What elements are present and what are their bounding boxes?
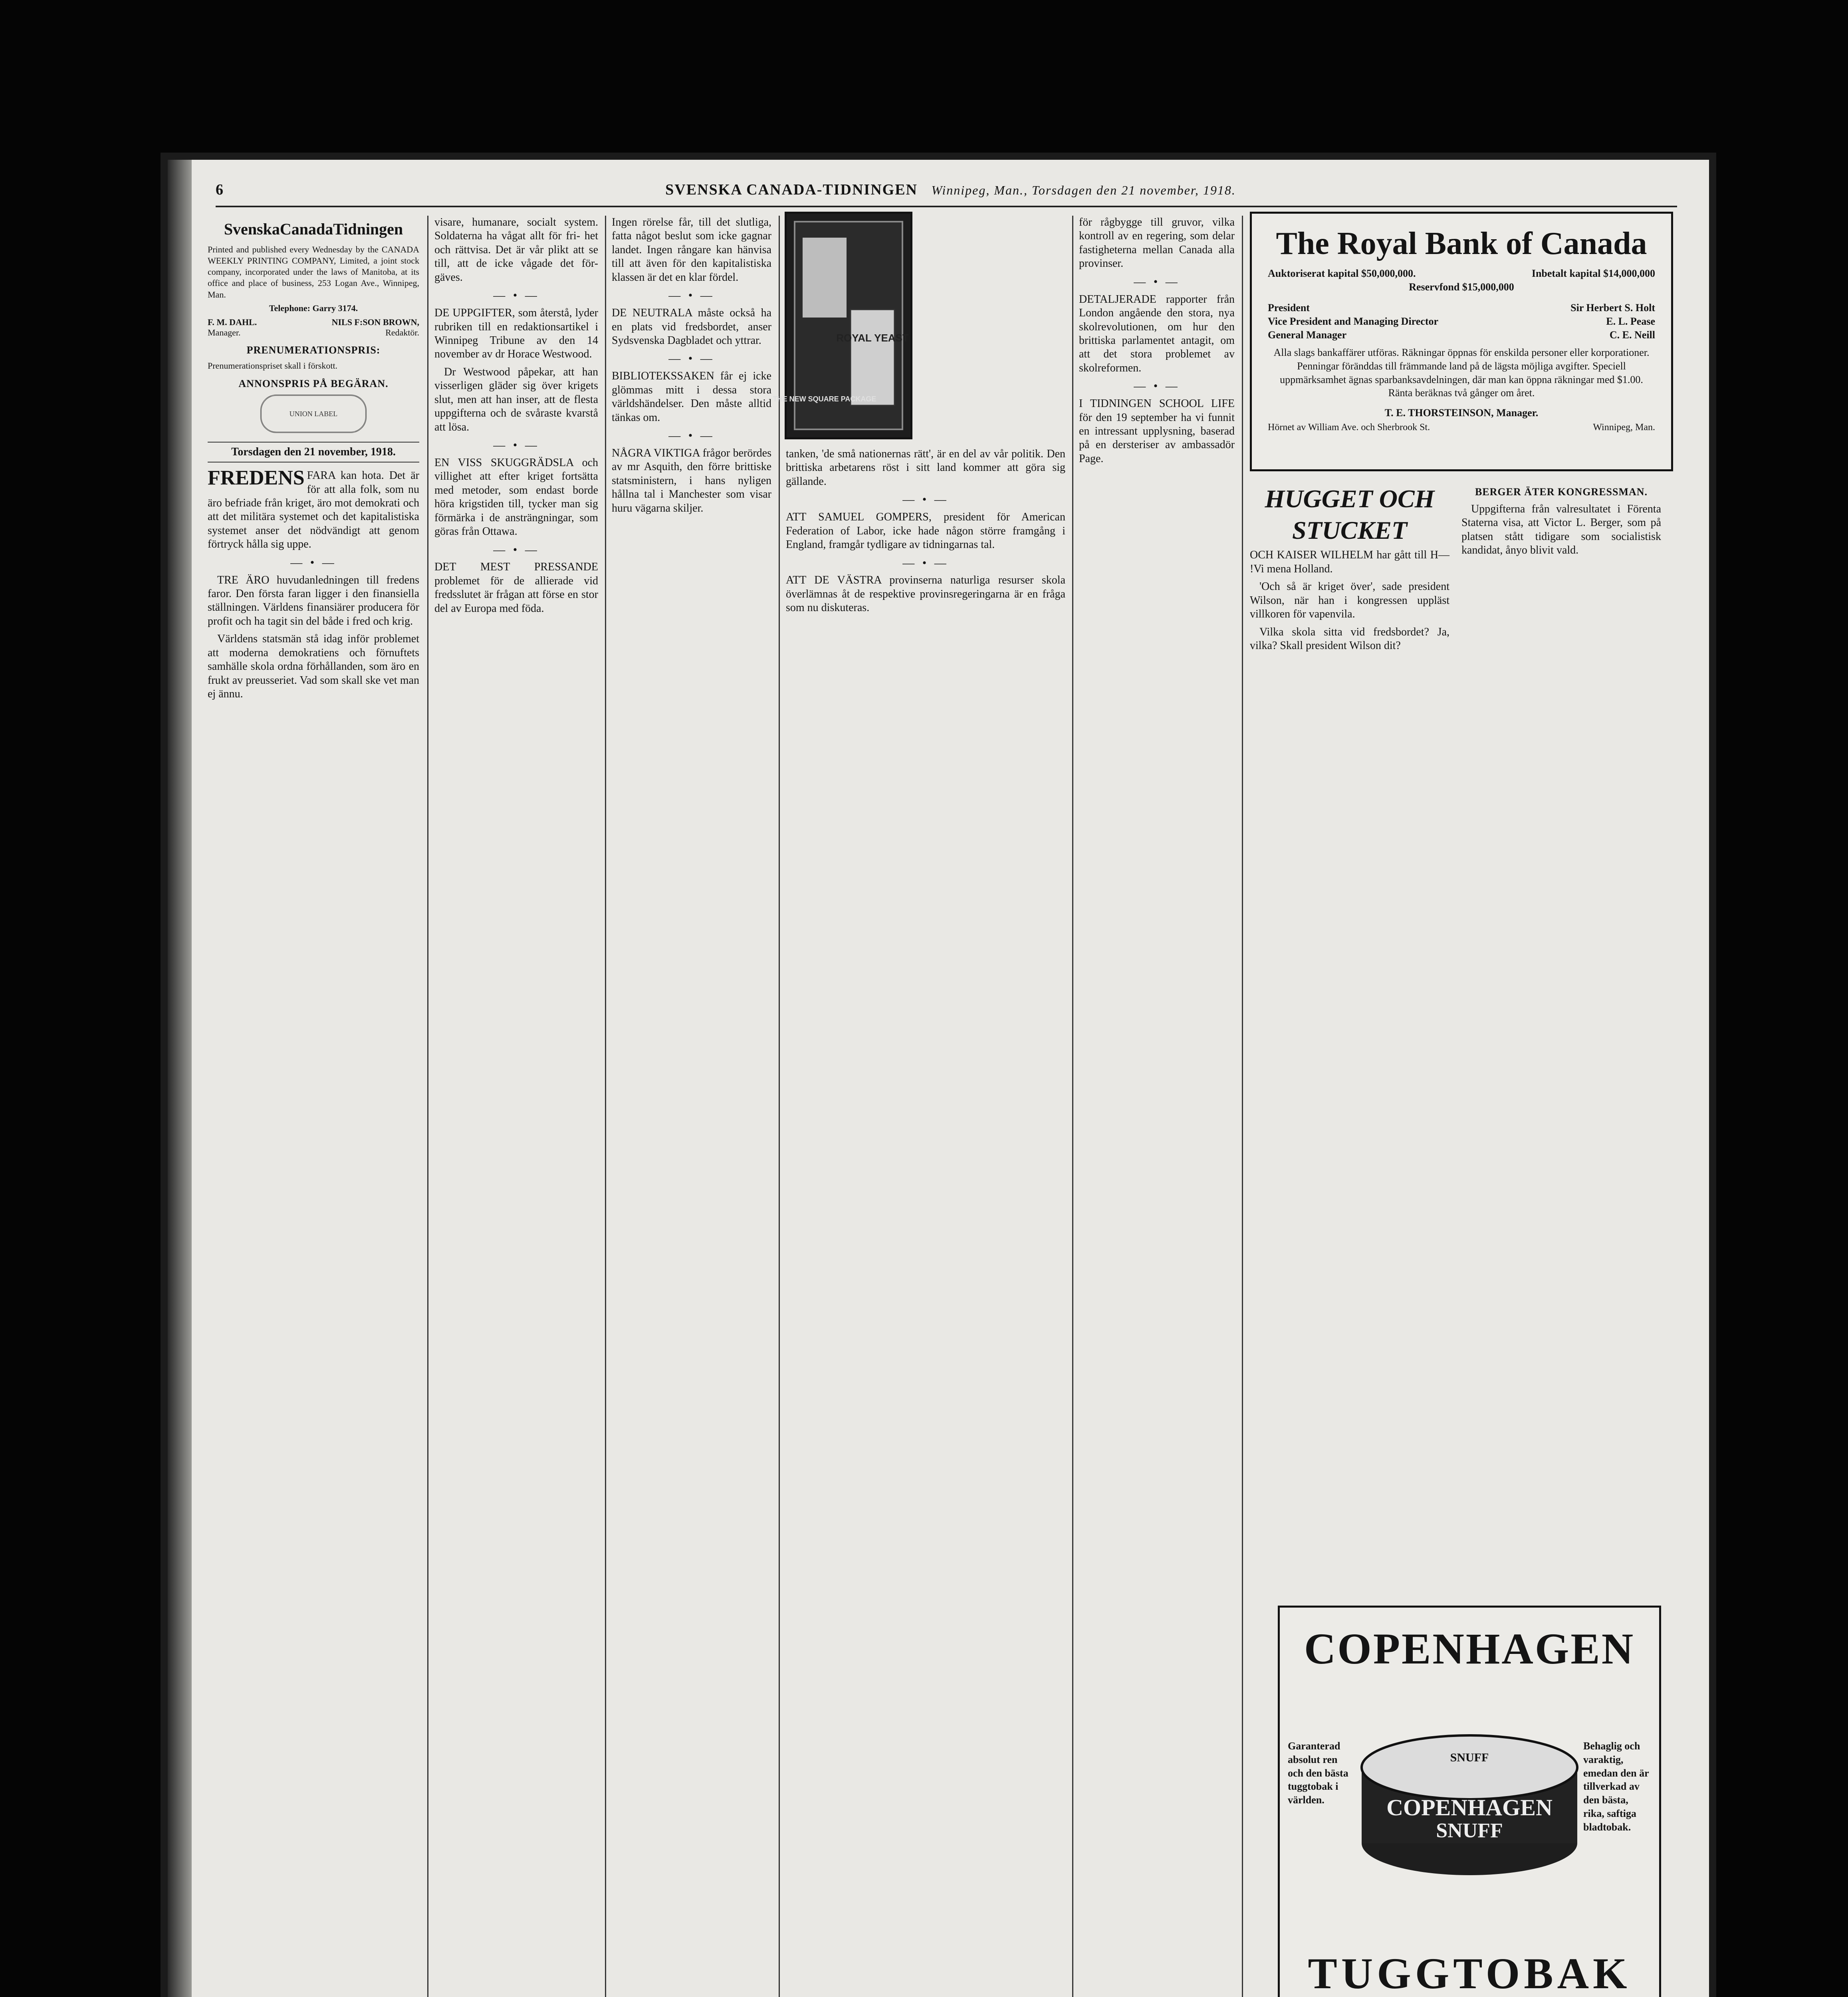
separator: — • —: [902, 493, 949, 506]
yeast-brand: ROYAL YEAST: [836, 332, 909, 344]
column-rule: [427, 216, 428, 1997]
phone-line: Telephone: Garry 3174.: [269, 303, 358, 313]
column-rule: [779, 216, 780, 1997]
copenhagen-ad: [1278, 1606, 1661, 1997]
paragraph: 'Och så är kriget över', sade president Wilson, när han i kongressen uppläst villkoren för vapenvila.: [1250, 580, 1449, 621]
bank-manager: T. E. THORSTEINSON, Manager.: [1384, 407, 1539, 419]
paragraph: Dr Westwood påpekar, att han visserligen gläder sig över krigets slut, men att han inser, att de flesta uppgifterna och de svåraste kvarstå att lösa.: [434, 365, 598, 433]
separator: — • —: [493, 439, 539, 452]
publisher-note: Printed and published every Wednesday by the CANADA WEEKLY PRINTING COMPANY, Limited, a joint stock company, incorporated under the laws of Manitoba, at its office and place of business, 253 Logan Ave., Winnipeg, Man.: [208, 244, 419, 300]
paragraph: ATT DE VÄSTRA provinserna naturliga resurser skola överlämnas åt de respektive provinsregeringarna är en fråga som nu diskuteras.: [786, 574, 1065, 614]
hugget-title: HUGGET OCH STUCKET: [1265, 484, 1435, 544]
paragraph: EN VISS SKUGGRÄDSLA och villighet att efter kriget fortsätta med metoder, som endast borde höra krigstiden till, tycker man sig förmärka i de ansträngningar, som göras från Ottawa.: [434, 456, 598, 538]
newspaper-page: [168, 160, 1709, 1997]
separator: — • —: [668, 289, 715, 302]
separator: — • —: [668, 429, 715, 443]
paragraph: för rågbygge till gruvor, vilka kontroll av en regering, som delar fastigheterna mellan Canada alla provinser.: [1079, 216, 1235, 270]
page-header: [216, 176, 1677, 204]
paragraph: TRE ÄRO huvudanledningen till fredens faror. Den första faran ligger i den finansiella ställningen. Världens finansiärer producera för profit och ha tagit sin del både i fred och krig.: [208, 574, 419, 627]
paragraph: I TIDNINGEN SCHOOL LIFE för den 19 september ha vi funnit en intressant upplysning, baserad på en dersteriser av ambassadör Page.: [1079, 397, 1235, 465]
copenhagen-right-text: Behaglig och varaktig, emedan den är tillverkad av den bästa, rika, saftiga bladtobak.: [1583, 1740, 1649, 1833]
paragraph: OCH KAISER WILHELM har gått till H— !Vi mena Holland.: [1250, 549, 1449, 575]
column-2: [434, 216, 598, 1997]
paragraph: DE UPPGIFTER, som återstå, lyder rubriken till en redaktionsartikel i Winnipeg Tribune av den 14 november av dr Horace Westwood.: [434, 307, 598, 361]
separator: — • —: [493, 289, 539, 302]
yeast-sub: THE NEW SQUARE PACKAGE: [773, 395, 876, 403]
separator: — • —: [1134, 379, 1180, 393]
yeast-package-illustration: [773, 214, 910, 437]
bank-services-text: Alla slags bankaffärer utföras. Räkningar öppnas för enskilda personer eller korporationer. Penningar föränddas till främmande land på de lägsta möjliga avgifter. Speciell uppmärksamhet ägnas sparbanksavdelningen, där man kan öppna räkningar med $1.00. Ränta beräknas två gånger om året.: [1273, 347, 1650, 399]
newspaper-title-header: SVENSKA CANADA-TIDNINGEN Winnipeg, Man., Torsdagen den 21 november, 1918.: [665, 181, 1236, 198]
article-column-1: FREDENS FARA kan hota. Det är för att alla folk, som nu äro befriade från kriget, äro mot demokrati och att det militära systemet och det kapitalistiska systemet anser det nödvändigt att genom förtryck hålla sig uppe. — • — TRE ÄRO huvudanledningen till fredens faror. Den första faran ligger i den finansiella ställningen. Världens finansiärer producera för profit och ha tagit sin del både i fred och krig. Världens statsmän stå idag inför problemet att moderna demokratiens och förnuftets samhälle skola ordna förhållanden, som äro en frukt av preusseriet. Vad som skall ske vet man ej ännu.: [208, 469, 419, 701]
column-rule: [1242, 216, 1243, 1997]
snuff-tin-illustration: [1356, 1723, 1583, 1879]
copenhagen-bottom-title: TUGGTOBAK: [1308, 1949, 1631, 1997]
paragraph: DETALJERADE rapporter från London angående den stora, nya skolrevolutionen, om hur den brittiska parlamentet antagit, om att det stora problemet av skolreformen.: [1079, 293, 1235, 374]
svg-text:SNUFF: SNUFF: [1436, 1819, 1503, 1842]
subheading: BERGER ÄTER KONGRESSMAN.: [1475, 486, 1648, 498]
column-rule: [605, 216, 606, 1997]
date-line: Torsdagen den 21 november, 1918.: [208, 442, 419, 463]
separator: — • —: [290, 556, 337, 569]
paragraph: ATT SAMUEL GOMPERS, president för American Federation of Labor, icke hade någon större framgång i England, framgår tydligare av tidningarnas tal.: [786, 511, 1065, 551]
copenhagen-left-text: Garanterad absolut ren och den bästa tuggtobak i världen.: [1288, 1740, 1348, 1806]
column-5: [1079, 216, 1235, 1997]
separator: — • —: [1134, 275, 1180, 288]
header-rule: [216, 206, 1677, 207]
bank-title: The Royal Bank of Canada: [1276, 226, 1647, 261]
paragraph: Världens statsmän stå idag inför problemet att moderna demokratiens och förnuftets samhälle skola ordna förhållanden, som äro en frukt av preusseriet. Vad som skall ske vet man ej ännu.: [208, 633, 419, 701]
subscription-heading: PRENUMERATIONSPRIS:: [246, 344, 381, 356]
paragraph: BIBLIOTEKSSAKEN får ej icke glömmas mitt i dessa stora världshändelser. Den måste alltid tänkas om.: [612, 370, 771, 424]
paragraph: tanken, 'de små nationernas rätt', är en del av vår politik. Den brittiska arbetarens röst i sitt land kommer att göra sig gällande.: [786, 448, 1065, 488]
ad-price-heading: ANNONSPRIS PÅ BEGÄRAN.: [238, 378, 389, 390]
column-4: [786, 447, 1065, 1997]
copenhagen-title: COPENHAGEN: [1304, 1624, 1635, 1673]
paragraph: Vilka skola sitta vid fredsbordet? Ja, vilka? Skall president Wilson dit?: [1250, 625, 1449, 652]
svg-text:COPENHAGEN: COPENHAGEN: [1386, 1795, 1553, 1820]
separator: — • —: [902, 556, 949, 570]
hugget-och-stucket-column: [1250, 479, 1669, 1278]
column-1: [208, 216, 419, 1997]
paragraph: DE NEUTRALA måste också ha en plats vid fredsbordet, anser Sydsvenska Dagbladet och yttrar.: [612, 307, 771, 347]
page-number: 6: [216, 181, 224, 198]
masthead-title: SvenskaCanadaTidningen: [224, 220, 403, 238]
paragraph: DET MEST PRESSANDE problemet för de allierade vid fredsslutet är frågan att förse en stor del av Europa med föda.: [434, 561, 598, 615]
paragraph: NÅGRA VIKTIGA frågor berördes av mr Asquith, den förre brittiske statsministern, i hans nyligen hållna tal i Manchester som visar huru vägarna skiljer.: [612, 447, 771, 514]
column-3: [612, 216, 771, 1997]
paragraph: Uppgifterna från valresultatet i Förenta Staterna visa, att Victor L. Berger, som på platsen stått tidigare som socialistisk kandidat, ånyo blivit vald.: [1461, 502, 1661, 557]
column-rule: [1072, 216, 1073, 1997]
paragraph: visare, humanare, socialt system. Soldaterna ha vågat allt för fri- het och rättvisa. Det är vår plikt att se till, att de icke vågade det för- gäves.: [434, 216, 598, 284]
subscription-note: Prenumerationspriset skall i förskott.: [208, 360, 338, 371]
lead-word: FREDENS: [208, 466, 305, 490]
staff-row: F. M. DAHL. Manager. NILS F:SON BROWN, Redaktör.: [208, 317, 419, 337]
royal-yeast-ad: [773, 212, 912, 439]
royal-bank-ad: The Royal Bank of Canada Auktoriserat kapital $50,000,000. Inbetalt kapital $14,000,000 Reservfond $15,000,000 President Sir Herbert S. Holt Vice President and Managing Director E. L. Pease General Manager C. E. Neill Alla slags bankaffärer utföras. Räkningar öppnas för enskilda personer eller korporationer. Penningar föränddas till främmande land på de lägsta möjliga avgifter. Speciell uppmärksamhet ägnas sparbanksavdelningen, där man kan öppna räkningar med $1.00. Ränta beräknas två gånger om året. T. E. THORSTEINSON, Manager. Hörnet av William Ave. och Sherbrook St. Winnipeg, Man.: [1250, 212, 1673, 471]
separator: — • —: [668, 352, 715, 365]
separator: — • —: [493, 543, 539, 556]
union-label-stamp: UNION LABEL: [260, 395, 367, 433]
paragraph: Ingen rörelse får, till det slutliga, fatta något beslut som icke gagnar landet. Ingen rångare kan hänvisa till att även för den kapitalistiska klassen är det en klar fördel.: [612, 216, 771, 284]
svg-text:SNUFF: SNUFF: [1450, 1751, 1489, 1764]
